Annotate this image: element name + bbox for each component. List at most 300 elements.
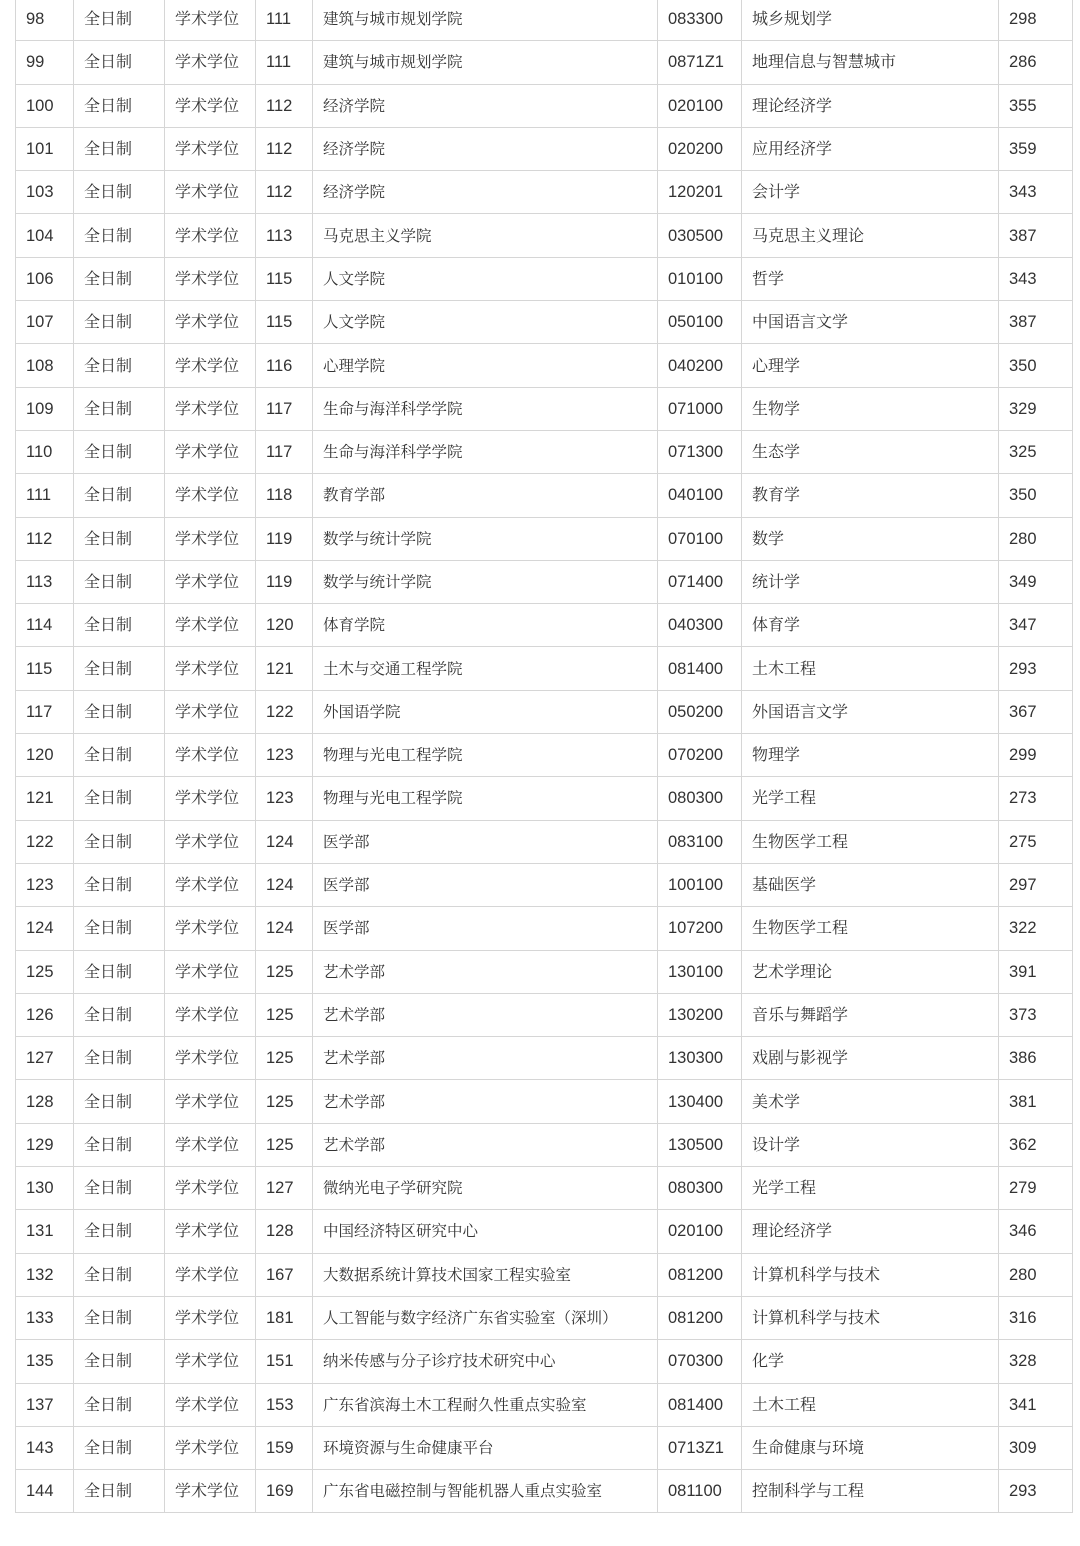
college-code-cell: 118 [256, 474, 313, 517]
degree-type-cell: 学术学位 [165, 0, 256, 41]
score-cell: 343 [999, 171, 1073, 214]
study-mode-cell: 全日制 [74, 0, 165, 41]
row-number-cell: 107 [16, 301, 74, 344]
degree-type-cell: 学术学位 [165, 820, 256, 863]
college-code-cell: 167 [256, 1253, 313, 1296]
major-code-cell: 070200 [658, 734, 742, 777]
row-number-cell: 103 [16, 171, 74, 214]
major-name-cell: 戏剧与影视学 [742, 1037, 999, 1080]
degree-type-cell: 学术学位 [165, 430, 256, 473]
admission-score-table-container [15, 0, 1072, 1513]
score-cell: 359 [999, 127, 1073, 170]
college-code-cell: 124 [256, 820, 313, 863]
college-code-cell: 127 [256, 1167, 313, 1210]
major-name-cell: 理论经济学 [742, 1210, 999, 1253]
college-code-cell: 159 [256, 1426, 313, 1469]
row-number-cell: 135 [16, 1340, 74, 1383]
table-row [16, 734, 1073, 777]
college-name-cell: 生命与海洋科学学院 [313, 430, 658, 473]
row-number-cell: 104 [16, 214, 74, 257]
major-name-cell: 设计学 [742, 1123, 999, 1166]
college-name-cell: 广东省滨海土木工程耐久性重点实验室 [313, 1383, 658, 1426]
major-code-cell: 130300 [658, 1037, 742, 1080]
college-code-cell: 121 [256, 647, 313, 690]
table-row [16, 257, 1073, 300]
table-row [16, 993, 1073, 1036]
college-code-cell: 112 [256, 171, 313, 214]
table-row [16, 84, 1073, 127]
college-name-cell: 土木与交通工程学院 [313, 647, 658, 690]
college-name-cell: 艺术学部 [313, 1037, 658, 1080]
college-name-cell: 建筑与城市规划学院 [313, 0, 658, 41]
row-number-cell: 127 [16, 1037, 74, 1080]
major-code-cell: 130400 [658, 1080, 742, 1123]
study-mode-cell: 全日制 [74, 1426, 165, 1469]
major-code-cell: 071400 [658, 560, 742, 603]
admission-score-table [15, 0, 1073, 1513]
college-code-cell: 125 [256, 993, 313, 1036]
table-row [16, 171, 1073, 214]
row-number-cell: 126 [16, 993, 74, 1036]
score-cell: 329 [999, 387, 1073, 430]
score-cell: 373 [999, 993, 1073, 1036]
row-number-cell: 113 [16, 560, 74, 603]
degree-type-cell: 学术学位 [165, 1253, 256, 1296]
table-body [16, 0, 1073, 1513]
study-mode-cell: 全日制 [74, 171, 165, 214]
table-row [16, 690, 1073, 733]
table-row [16, 387, 1073, 430]
major-name-cell: 音乐与舞蹈学 [742, 993, 999, 1036]
major-name-cell: 土木工程 [742, 1383, 999, 1426]
college-code-cell: 151 [256, 1340, 313, 1383]
college-name-cell: 体育学院 [313, 604, 658, 647]
major-code-cell: 080300 [658, 1167, 742, 1210]
major-code-cell: 020100 [658, 84, 742, 127]
major-code-cell: 0713Z1 [658, 1426, 742, 1469]
study-mode-cell: 全日制 [74, 647, 165, 690]
row-number-cell: 123 [16, 863, 74, 906]
row-number-cell: 110 [16, 430, 74, 473]
degree-type-cell: 学术学位 [165, 344, 256, 387]
major-name-cell: 城乡规划学 [742, 0, 999, 41]
degree-type-cell: 学术学位 [165, 1426, 256, 1469]
major-code-cell: 100100 [658, 863, 742, 906]
row-number-cell: 143 [16, 1426, 74, 1469]
college-name-cell: 经济学院 [313, 127, 658, 170]
study-mode-cell: 全日制 [74, 344, 165, 387]
major-name-cell: 马克思主义理论 [742, 214, 999, 257]
table-row [16, 1210, 1073, 1253]
score-cell: 381 [999, 1080, 1073, 1123]
college-name-cell: 心理学院 [313, 344, 658, 387]
major-code-cell: 081400 [658, 647, 742, 690]
study-mode-cell: 全日制 [74, 863, 165, 906]
major-code-cell: 071000 [658, 387, 742, 430]
college-name-cell: 环境资源与生命健康平台 [313, 1426, 658, 1469]
major-name-cell: 化学 [742, 1340, 999, 1383]
row-number-cell: 114 [16, 604, 74, 647]
major-code-cell: 050200 [658, 690, 742, 733]
row-number-cell: 99 [16, 41, 74, 84]
college-name-cell: 医学部 [313, 820, 658, 863]
major-name-cell: 基础医学 [742, 863, 999, 906]
table-row [16, 1253, 1073, 1296]
degree-type-cell: 学术学位 [165, 777, 256, 820]
college-code-cell: 153 [256, 1383, 313, 1426]
degree-type-cell: 学术学位 [165, 1296, 256, 1339]
major-code-cell: 040100 [658, 474, 742, 517]
degree-type-cell: 学术学位 [165, 1123, 256, 1166]
table-row [16, 127, 1073, 170]
study-mode-cell: 全日制 [74, 387, 165, 430]
college-name-cell: 纳米传感与分子诊疗技术研究中心 [313, 1340, 658, 1383]
major-name-cell: 土木工程 [742, 647, 999, 690]
college-name-cell: 经济学院 [313, 171, 658, 214]
study-mode-cell: 全日制 [74, 907, 165, 950]
table-row [16, 863, 1073, 906]
study-mode-cell: 全日制 [74, 41, 165, 84]
row-number-cell: 125 [16, 950, 74, 993]
major-name-cell: 中国语言文学 [742, 301, 999, 344]
major-name-cell: 生命健康与环境 [742, 1426, 999, 1469]
table-row [16, 1123, 1073, 1166]
row-number-cell: 121 [16, 777, 74, 820]
college-code-cell: 117 [256, 387, 313, 430]
college-name-cell: 艺术学部 [313, 1080, 658, 1123]
study-mode-cell: 全日制 [74, 1383, 165, 1426]
degree-type-cell: 学术学位 [165, 907, 256, 950]
row-number-cell: 130 [16, 1167, 74, 1210]
major-name-cell: 教育学 [742, 474, 999, 517]
score-cell: 362 [999, 1123, 1073, 1166]
row-number-cell: 122 [16, 820, 74, 863]
college-code-cell: 117 [256, 430, 313, 473]
college-name-cell: 经济学院 [313, 84, 658, 127]
row-number-cell: 117 [16, 690, 74, 733]
table-row [16, 1426, 1073, 1469]
score-cell: 387 [999, 214, 1073, 257]
college-name-cell: 微纳光电子学研究院 [313, 1167, 658, 1210]
row-number-cell: 108 [16, 344, 74, 387]
study-mode-cell: 全日制 [74, 214, 165, 257]
table-row [16, 1296, 1073, 1339]
college-name-cell: 人文学院 [313, 301, 658, 344]
degree-type-cell: 学术学位 [165, 474, 256, 517]
score-cell: 387 [999, 301, 1073, 344]
table-row [16, 950, 1073, 993]
college-code-cell: 181 [256, 1296, 313, 1339]
study-mode-cell: 全日制 [74, 1167, 165, 1210]
major-name-cell: 外国语言文学 [742, 690, 999, 733]
major-name-cell: 心理学 [742, 344, 999, 387]
college-code-cell: 119 [256, 517, 313, 560]
study-mode-cell: 全日制 [74, 517, 165, 560]
major-name-cell: 哲学 [742, 257, 999, 300]
college-code-cell: 122 [256, 690, 313, 733]
college-code-cell: 123 [256, 777, 313, 820]
row-number-cell: 111 [16, 474, 74, 517]
table-row [16, 907, 1073, 950]
study-mode-cell: 全日制 [74, 1470, 165, 1513]
table-row [16, 604, 1073, 647]
study-mode-cell: 全日制 [74, 734, 165, 777]
major-code-cell: 120201 [658, 171, 742, 214]
college-name-cell: 马克思主义学院 [313, 214, 658, 257]
major-code-cell: 080300 [658, 777, 742, 820]
college-name-cell: 中国经济特区研究中心 [313, 1210, 658, 1253]
major-name-cell: 控制科学与工程 [742, 1470, 999, 1513]
score-cell: 280 [999, 1253, 1073, 1296]
college-name-cell: 物理与光电工程学院 [313, 734, 658, 777]
major-code-cell: 071300 [658, 430, 742, 473]
major-name-cell: 统计学 [742, 560, 999, 603]
major-code-cell: 081100 [658, 1470, 742, 1513]
major-code-cell: 070100 [658, 517, 742, 560]
major-code-cell: 130500 [658, 1123, 742, 1166]
major-code-cell: 010100 [658, 257, 742, 300]
row-number-cell: 144 [16, 1470, 74, 1513]
major-name-cell: 生物医学工程 [742, 907, 999, 950]
degree-type-cell: 学术学位 [165, 1470, 256, 1513]
major-name-cell: 光学工程 [742, 1167, 999, 1210]
college-code-cell: 111 [256, 41, 313, 84]
college-code-cell: 113 [256, 214, 313, 257]
major-name-cell: 理论经济学 [742, 84, 999, 127]
row-number-cell: 129 [16, 1123, 74, 1166]
row-number-cell: 109 [16, 387, 74, 430]
college-name-cell: 艺术学部 [313, 1123, 658, 1166]
study-mode-cell: 全日制 [74, 1253, 165, 1296]
row-number-cell: 106 [16, 257, 74, 300]
table-row [16, 777, 1073, 820]
row-number-cell: 128 [16, 1080, 74, 1123]
major-code-cell: 040200 [658, 344, 742, 387]
college-code-cell: 169 [256, 1470, 313, 1513]
major-name-cell: 计算机科学与技术 [742, 1253, 999, 1296]
study-mode-cell: 全日制 [74, 777, 165, 820]
study-mode-cell: 全日制 [74, 1340, 165, 1383]
row-number-cell: 131 [16, 1210, 74, 1253]
row-number-cell: 98 [16, 0, 74, 41]
major-code-cell: 130100 [658, 950, 742, 993]
score-cell: 325 [999, 430, 1073, 473]
college-name-cell: 艺术学部 [313, 950, 658, 993]
major-code-cell: 020100 [658, 1210, 742, 1253]
score-cell: 391 [999, 950, 1073, 993]
degree-type-cell: 学术学位 [165, 517, 256, 560]
degree-type-cell: 学术学位 [165, 1340, 256, 1383]
major-name-cell: 物理学 [742, 734, 999, 777]
study-mode-cell: 全日制 [74, 1123, 165, 1166]
major-code-cell: 081400 [658, 1383, 742, 1426]
table-row [16, 560, 1073, 603]
degree-type-cell: 学术学位 [165, 1080, 256, 1123]
college-code-cell: 124 [256, 863, 313, 906]
score-cell: 341 [999, 1383, 1073, 1426]
college-name-cell: 医学部 [313, 907, 658, 950]
study-mode-cell: 全日制 [74, 690, 165, 733]
table-row [16, 214, 1073, 257]
college-code-cell: 120 [256, 604, 313, 647]
score-cell: 367 [999, 690, 1073, 733]
degree-type-cell: 学术学位 [165, 950, 256, 993]
study-mode-cell: 全日制 [74, 604, 165, 647]
study-mode-cell: 全日制 [74, 257, 165, 300]
major-code-cell: 050100 [658, 301, 742, 344]
study-mode-cell: 全日制 [74, 474, 165, 517]
table-row [16, 1037, 1073, 1080]
table-row [16, 344, 1073, 387]
college-name-cell: 生命与海洋科学学院 [313, 387, 658, 430]
college-code-cell: 123 [256, 734, 313, 777]
college-name-cell: 大数据系统计算技术国家工程实验室 [313, 1253, 658, 1296]
college-code-cell: 112 [256, 84, 313, 127]
score-cell: 349 [999, 560, 1073, 603]
degree-type-cell: 学术学位 [165, 863, 256, 906]
row-number-cell: 101 [16, 127, 74, 170]
study-mode-cell: 全日制 [74, 1037, 165, 1080]
score-cell: 309 [999, 1426, 1073, 1469]
table-row [16, 1470, 1073, 1513]
degree-type-cell: 学术学位 [165, 127, 256, 170]
degree-type-cell: 学术学位 [165, 604, 256, 647]
table-row [16, 301, 1073, 344]
degree-type-cell: 学术学位 [165, 647, 256, 690]
table-row [16, 1080, 1073, 1123]
row-number-cell: 115 [16, 647, 74, 690]
college-code-cell: 125 [256, 1080, 313, 1123]
major-code-cell: 070300 [658, 1340, 742, 1383]
major-name-cell: 地理信息与智慧城市 [742, 41, 999, 84]
college-code-cell: 124 [256, 907, 313, 950]
major-name-cell: 数学 [742, 517, 999, 560]
college-name-cell: 建筑与城市规划学院 [313, 41, 658, 84]
major-name-cell: 光学工程 [742, 777, 999, 820]
major-code-cell: 081200 [658, 1253, 742, 1296]
degree-type-cell: 学术学位 [165, 560, 256, 603]
study-mode-cell: 全日制 [74, 430, 165, 473]
score-cell: 298 [999, 0, 1073, 41]
major-name-cell: 生物医学工程 [742, 820, 999, 863]
degree-type-cell: 学术学位 [165, 214, 256, 257]
row-number-cell: 137 [16, 1383, 74, 1426]
score-cell: 293 [999, 1470, 1073, 1513]
row-number-cell: 120 [16, 734, 74, 777]
degree-type-cell: 学术学位 [165, 257, 256, 300]
college-code-cell: 111 [256, 0, 313, 41]
degree-type-cell: 学术学位 [165, 171, 256, 214]
college-name-cell: 艺术学部 [313, 993, 658, 1036]
major-name-cell: 计算机科学与技术 [742, 1296, 999, 1339]
table-row [16, 820, 1073, 863]
major-code-cell: 107200 [658, 907, 742, 950]
degree-type-cell: 学术学位 [165, 1037, 256, 1080]
major-name-cell: 生态学 [742, 430, 999, 473]
degree-type-cell: 学术学位 [165, 1383, 256, 1426]
study-mode-cell: 全日制 [74, 820, 165, 863]
row-number-cell: 124 [16, 907, 74, 950]
row-number-cell: 100 [16, 84, 74, 127]
degree-type-cell: 学术学位 [165, 734, 256, 777]
college-name-cell: 外国语学院 [313, 690, 658, 733]
major-code-cell: 040300 [658, 604, 742, 647]
college-name-cell: 数学与统计学院 [313, 517, 658, 560]
score-cell: 346 [999, 1210, 1073, 1253]
college-name-cell: 教育学部 [313, 474, 658, 517]
major-code-cell: 083100 [658, 820, 742, 863]
score-cell: 275 [999, 820, 1073, 863]
major-code-cell: 130200 [658, 993, 742, 1036]
table-row [16, 1167, 1073, 1210]
score-cell: 355 [999, 84, 1073, 127]
table-row [16, 517, 1073, 560]
row-number-cell: 133 [16, 1296, 74, 1339]
score-cell: 293 [999, 647, 1073, 690]
table-row [16, 41, 1073, 84]
college-code-cell: 112 [256, 127, 313, 170]
study-mode-cell: 全日制 [74, 1080, 165, 1123]
score-cell: 280 [999, 517, 1073, 560]
row-number-cell: 132 [16, 1253, 74, 1296]
score-cell: 322 [999, 907, 1073, 950]
study-mode-cell: 全日制 [74, 127, 165, 170]
score-cell: 286 [999, 41, 1073, 84]
college-name-cell: 数学与统计学院 [313, 560, 658, 603]
major-name-cell: 生物学 [742, 387, 999, 430]
college-code-cell: 115 [256, 301, 313, 344]
major-name-cell: 艺术学理论 [742, 950, 999, 993]
study-mode-cell: 全日制 [74, 301, 165, 344]
degree-type-cell: 学术学位 [165, 387, 256, 430]
score-cell: 316 [999, 1296, 1073, 1339]
table-row [16, 1340, 1073, 1383]
table-row [16, 0, 1073, 41]
table-row [16, 647, 1073, 690]
score-cell: 347 [999, 604, 1073, 647]
major-code-cell: 0871Z1 [658, 41, 742, 84]
degree-type-cell: 学术学位 [165, 1210, 256, 1253]
table-row [16, 474, 1073, 517]
table-row [16, 430, 1073, 473]
degree-type-cell: 学术学位 [165, 993, 256, 1036]
degree-type-cell: 学术学位 [165, 41, 256, 84]
score-cell: 328 [999, 1340, 1073, 1383]
degree-type-cell: 学术学位 [165, 690, 256, 733]
study-mode-cell: 全日制 [74, 560, 165, 603]
study-mode-cell: 全日制 [74, 1210, 165, 1253]
score-cell: 350 [999, 474, 1073, 517]
row-number-cell: 112 [16, 517, 74, 560]
major-name-cell: 美术学 [742, 1080, 999, 1123]
college-name-cell: 物理与光电工程学院 [313, 777, 658, 820]
college-name-cell: 广东省电磁控制与智能机器人重点实验室 [313, 1470, 658, 1513]
table-row [16, 1383, 1073, 1426]
study-mode-cell: 全日制 [74, 84, 165, 127]
college-code-cell: 128 [256, 1210, 313, 1253]
college-code-cell: 125 [256, 1123, 313, 1166]
score-cell: 386 [999, 1037, 1073, 1080]
major-code-cell: 081200 [658, 1296, 742, 1339]
study-mode-cell: 全日制 [74, 1296, 165, 1339]
college-code-cell: 116 [256, 344, 313, 387]
score-cell: 297 [999, 863, 1073, 906]
score-cell: 273 [999, 777, 1073, 820]
study-mode-cell: 全日制 [74, 993, 165, 1036]
study-mode-cell: 全日制 [74, 950, 165, 993]
major-name-cell: 应用经济学 [742, 127, 999, 170]
score-cell: 343 [999, 257, 1073, 300]
